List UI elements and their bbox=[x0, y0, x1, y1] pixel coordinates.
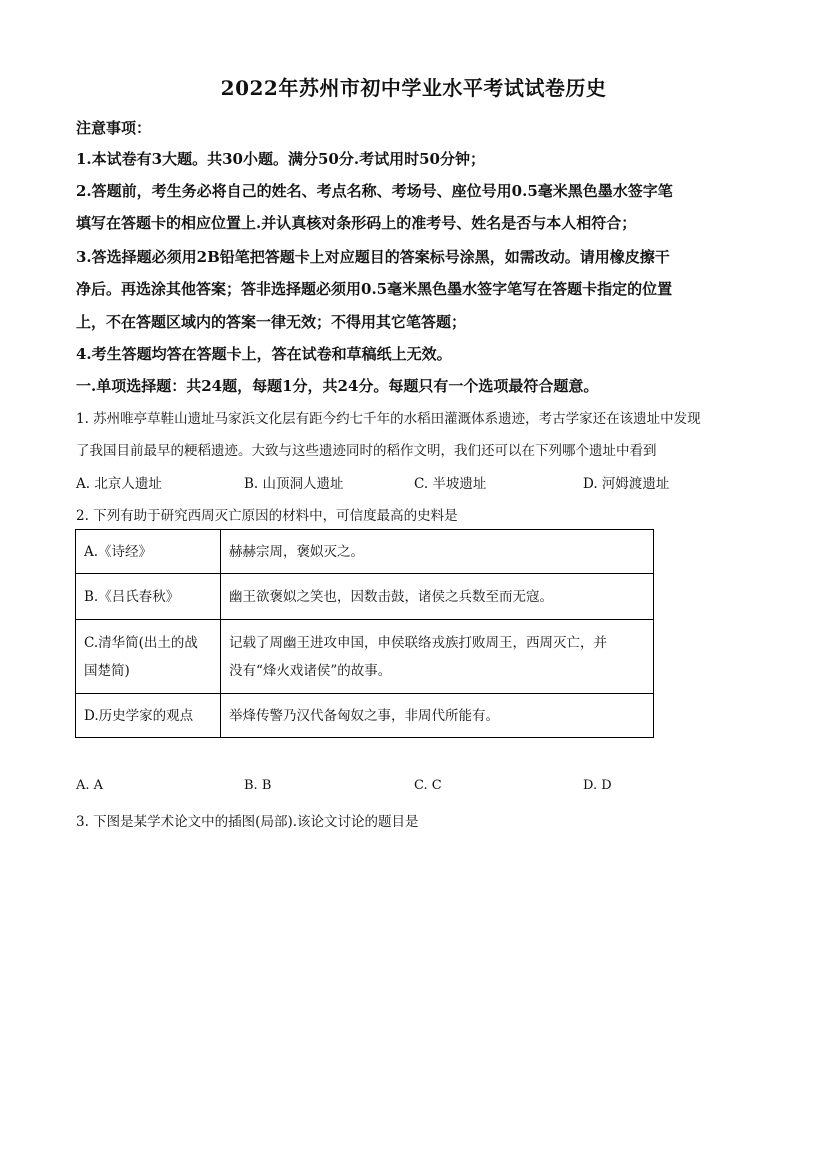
notice-line-2: 2.答题前，考生务必将自己的姓名、考点名称、考场号、座位号用0.5毫米黑色墨水签字笔 bbox=[76, 182, 673, 200]
table-cell-source bbox=[76, 620, 221, 694]
q3-stem: 3. 下图是某学术论文中的插图(局部).该论文讨论的题目是 bbox=[76, 814, 419, 830]
q2-source-table bbox=[75, 529, 654, 738]
notice-line-1: 1.本试卷有3大题。共30小题。满分50分.考试用时50分钟； bbox=[76, 150, 485, 168]
page-title: 2022年苏州市初中学业水平考试试卷历史 bbox=[220, 76, 607, 100]
q1-stem-line-1: 1. 苏州唯亭草鞋山遗址马家浜文化层有距今约七千年的水稻田灌溉体系遗迹，考古学家还在该遗址中发现 bbox=[76, 411, 701, 427]
table-cell-source: D.历史学家的观点 bbox=[76, 694, 221, 738]
notice-line-6: 上，不在答题区域内的答案一律无效；不得用其它笔答题； bbox=[76, 313, 467, 331]
table-cell-source: A.《诗经》 bbox=[76, 530, 221, 574]
q1-option-b: B. 山顶洞人遗址 bbox=[244, 476, 344, 492]
table-cell-content: 赫赫宗周，褒姒灭之。 bbox=[221, 530, 654, 574]
table-cell-content: 幽王欲褒姒之笑也，因数击鼓，诸侯之兵数至而无寇。 bbox=[221, 574, 654, 620]
q2-option-a: A. A bbox=[76, 778, 104, 793]
q2-option-d: D. D bbox=[583, 778, 612, 793]
q1-option-d: D. 河姆渡遗址 bbox=[583, 476, 670, 492]
table-cell-content-line: 没有“烽火戏诸侯”的故事。 bbox=[229, 662, 392, 679]
table-cell-source-line: C.清华简(出土的战 bbox=[84, 634, 198, 651]
table-cell-content-line: 记载了周幽王进攻申国，申侯联络戎族打败周王，西周灭亡，并 bbox=[229, 634, 607, 651]
q2-option-b: B. B bbox=[244, 778, 272, 793]
notice-line-7: 4.考生答题均答在答题卡上，答在试卷和草稿纸上无效。 bbox=[76, 345, 452, 363]
q2-option-c: C. C bbox=[414, 778, 442, 793]
q2-stem: 2. 下列有助于研究西周灭亡原因的材料中，可信度最高的史料是 bbox=[76, 508, 458, 524]
table-cell-source: B.《吕氏春秋》 bbox=[76, 574, 221, 620]
q1-option-c: C. 半坡遗址 bbox=[414, 476, 487, 492]
notice-line-5: 净后。再选涂其他答案；答非选择题必须用0.5毫米黑色墨水签字笔写在答题卡指定的位置 bbox=[76, 280, 673, 298]
table-row bbox=[76, 574, 654, 620]
notice-line-3: 填写在答题卡的相应位置上.并认真核对条形码上的准考号、姓名是否与本人相符合； bbox=[76, 214, 637, 232]
q1-option-a: A. 北京人遗址 bbox=[76, 476, 162, 492]
section-heading: 一.单项选择题：共24题，每题1分，共24分。每题只有一个选项最符合题意。 bbox=[76, 377, 599, 395]
q1-stem-line-2: 了我国目前最早的粳稻遗迹。大致与这些遗迹同时的稻作文明，我们还可以在下列哪个遗址中看到 bbox=[76, 443, 657, 459]
table-row bbox=[76, 694, 654, 738]
notice-heading: 注意事项： bbox=[76, 119, 152, 137]
table-cell-content bbox=[221, 620, 654, 694]
table-row bbox=[76, 530, 654, 574]
table-row bbox=[76, 620, 654, 694]
table-cell-source-line: 国楚简) bbox=[84, 662, 130, 679]
table-cell-content: 举烽传警乃汉代备匈奴之事，非周代所能有。 bbox=[221, 694, 654, 738]
notice-line-4: 3.答选择题必须用2B铅笔把答题卡上对应题目的答案标号涂黑，如需改动。请用橡皮擦干 bbox=[76, 248, 670, 266]
